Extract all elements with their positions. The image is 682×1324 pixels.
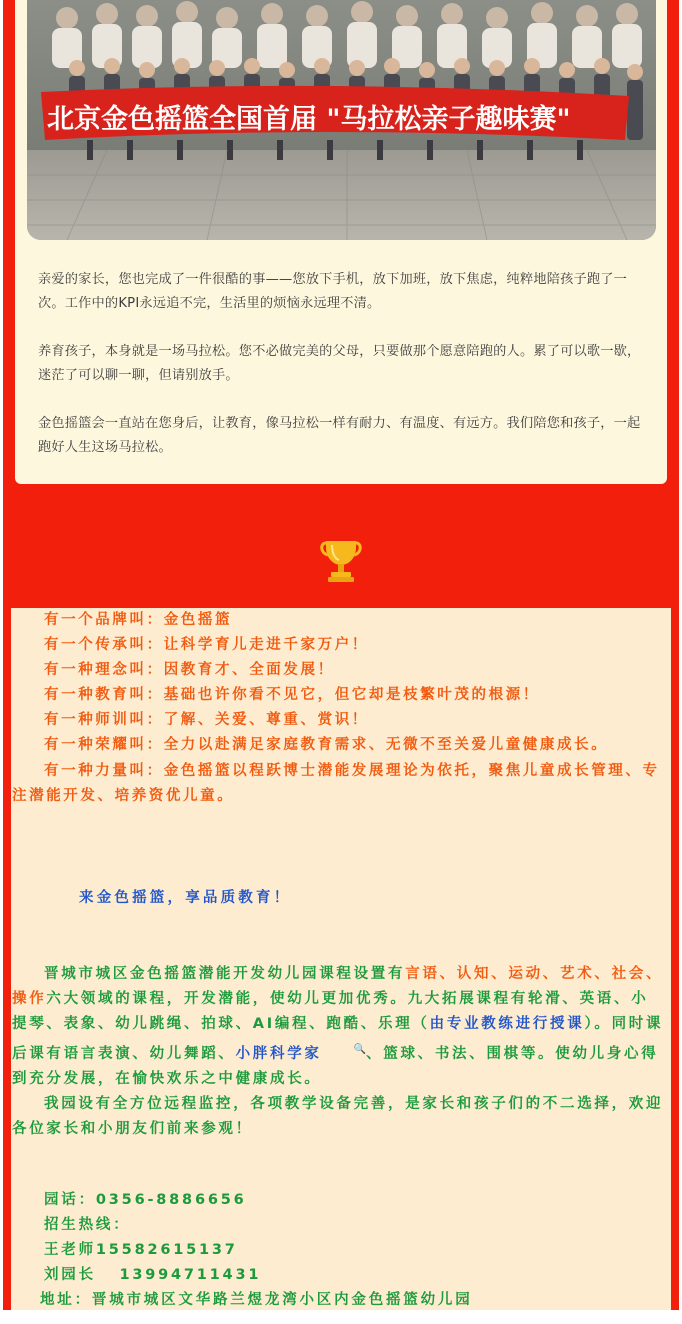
little-scientist-link[interactable]: 小胖科学家 bbox=[235, 1046, 322, 1063]
intro-coach-note: 由专业教练进行授课 bbox=[429, 1016, 585, 1033]
slogan: 来金色摇篮，享品质教育！ bbox=[79, 890, 292, 906]
intro-paragraph-1 bbox=[12, 962, 664, 1092]
letter-paragraph-1 bbox=[38, 268, 648, 316]
intro-part-e: ）。同时课后课有语言表演、幼儿舞蹈、 bbox=[12, 1016, 664, 1063]
brand-line-4: 有一种教育叫：基础也许你看不见它，但它却是枝繁叶茂的根源！ bbox=[44, 687, 540, 704]
search-icon[interactable]: 🔍 bbox=[353, 1044, 367, 1056]
intro-part-a: 晋城市城区金色摇篮潜能开发幼儿园课程设置有 bbox=[44, 966, 406, 982]
trophy-icon bbox=[320, 537, 362, 583]
intro-domains: 言语、认知、运动、艺术、社会、操作 bbox=[12, 966, 664, 1008]
brand-line-1: 有一个品牌叫：金色摇篮 bbox=[44, 612, 233, 628]
intro-paragraph-2: 我园设有全方位远程监控，各项教学设备完善，是家长和孩子们的不二选择，欢迎各位家长和小朋友们前来参观！ bbox=[12, 1096, 664, 1138]
brand-statements bbox=[12, 608, 662, 809]
letter-text-1: 亲爱的家长，您也完成了一件很酷的事——您放下手机，放下加班，放下焦虑，纯粹地陪孩子跑了一次。工作中的KPI永远追不完，生活里的烦恼永远理不清。 bbox=[38, 272, 628, 311]
intro-part-g: 、篮球、书法、围棋等。使幼儿身心得到充分发展，在愉快欢乐之中健康成长。 bbox=[12, 1046, 659, 1088]
contact-info bbox=[40, 1188, 664, 1313]
banner-text: 北京金色摇篮全国首届 "马拉松亲子趣味赛" bbox=[47, 104, 571, 135]
group-photo[interactable] bbox=[27, 0, 656, 240]
phone-number[interactable]: 园话：0356-8886656 bbox=[44, 1192, 247, 1208]
hotline-label: 招生热线： bbox=[44, 1217, 131, 1234]
brand-line-3: 有一种理念叫：因教育才、全面发展！ bbox=[44, 662, 335, 679]
letter-paragraph-3 bbox=[38, 412, 648, 460]
brand-line-6: 有一种荣耀叫：全力以赴满足家庭教育需求、无微不至关爱儿童健康成长。 bbox=[44, 737, 609, 754]
brand-line-5: 有一种师训叫：了解、关爱、尊重、赏识！ bbox=[44, 712, 369, 729]
address: 地址：晋城市城区文华路兰煜龙湾小区内金色摇篮幼儿园 bbox=[40, 1292, 473, 1309]
letter-text-2: 养育孩子，本身就是一场马拉松。您不必做完美的父母，只要做那个愿意陪跑的人。累了可以歌一歇，迷茫了可以聊一聊，但请别放手。 bbox=[38, 344, 641, 383]
intro-part-c: 六大领域的课程，开发潜能，使幼儿更加优秀。九大拓展课程有轮滑、英语、小提琴、表象、幼儿跳绳、拍球、AI编程、跑酷、乐理（ bbox=[12, 991, 649, 1033]
teacher-wang-phone[interactable]: 王老师15582615137 bbox=[44, 1242, 238, 1259]
letter-text-3: 金色摇篮会一直站在您身后，让教育，像马拉松一样有耐力、有温度、有远方。我们陪您和孩子，一起跑好人生这场马拉松。 bbox=[38, 416, 641, 455]
kindergarten-intro bbox=[12, 962, 664, 1142]
letter-paragraph-2 bbox=[38, 340, 648, 388]
brand-line-7: 有一种力量叫：金色摇篮以程跃博士潜能发展理论为依托，聚焦儿童成长管理、专注潜能开发、培养资优儿童。 bbox=[12, 762, 660, 804]
brand-line-2: 有一个传承叫：让科学育儿走进千家万户！ bbox=[44, 637, 369, 654]
director-liu-phone[interactable]: 刘园长 13994711431 bbox=[44, 1267, 262, 1284]
